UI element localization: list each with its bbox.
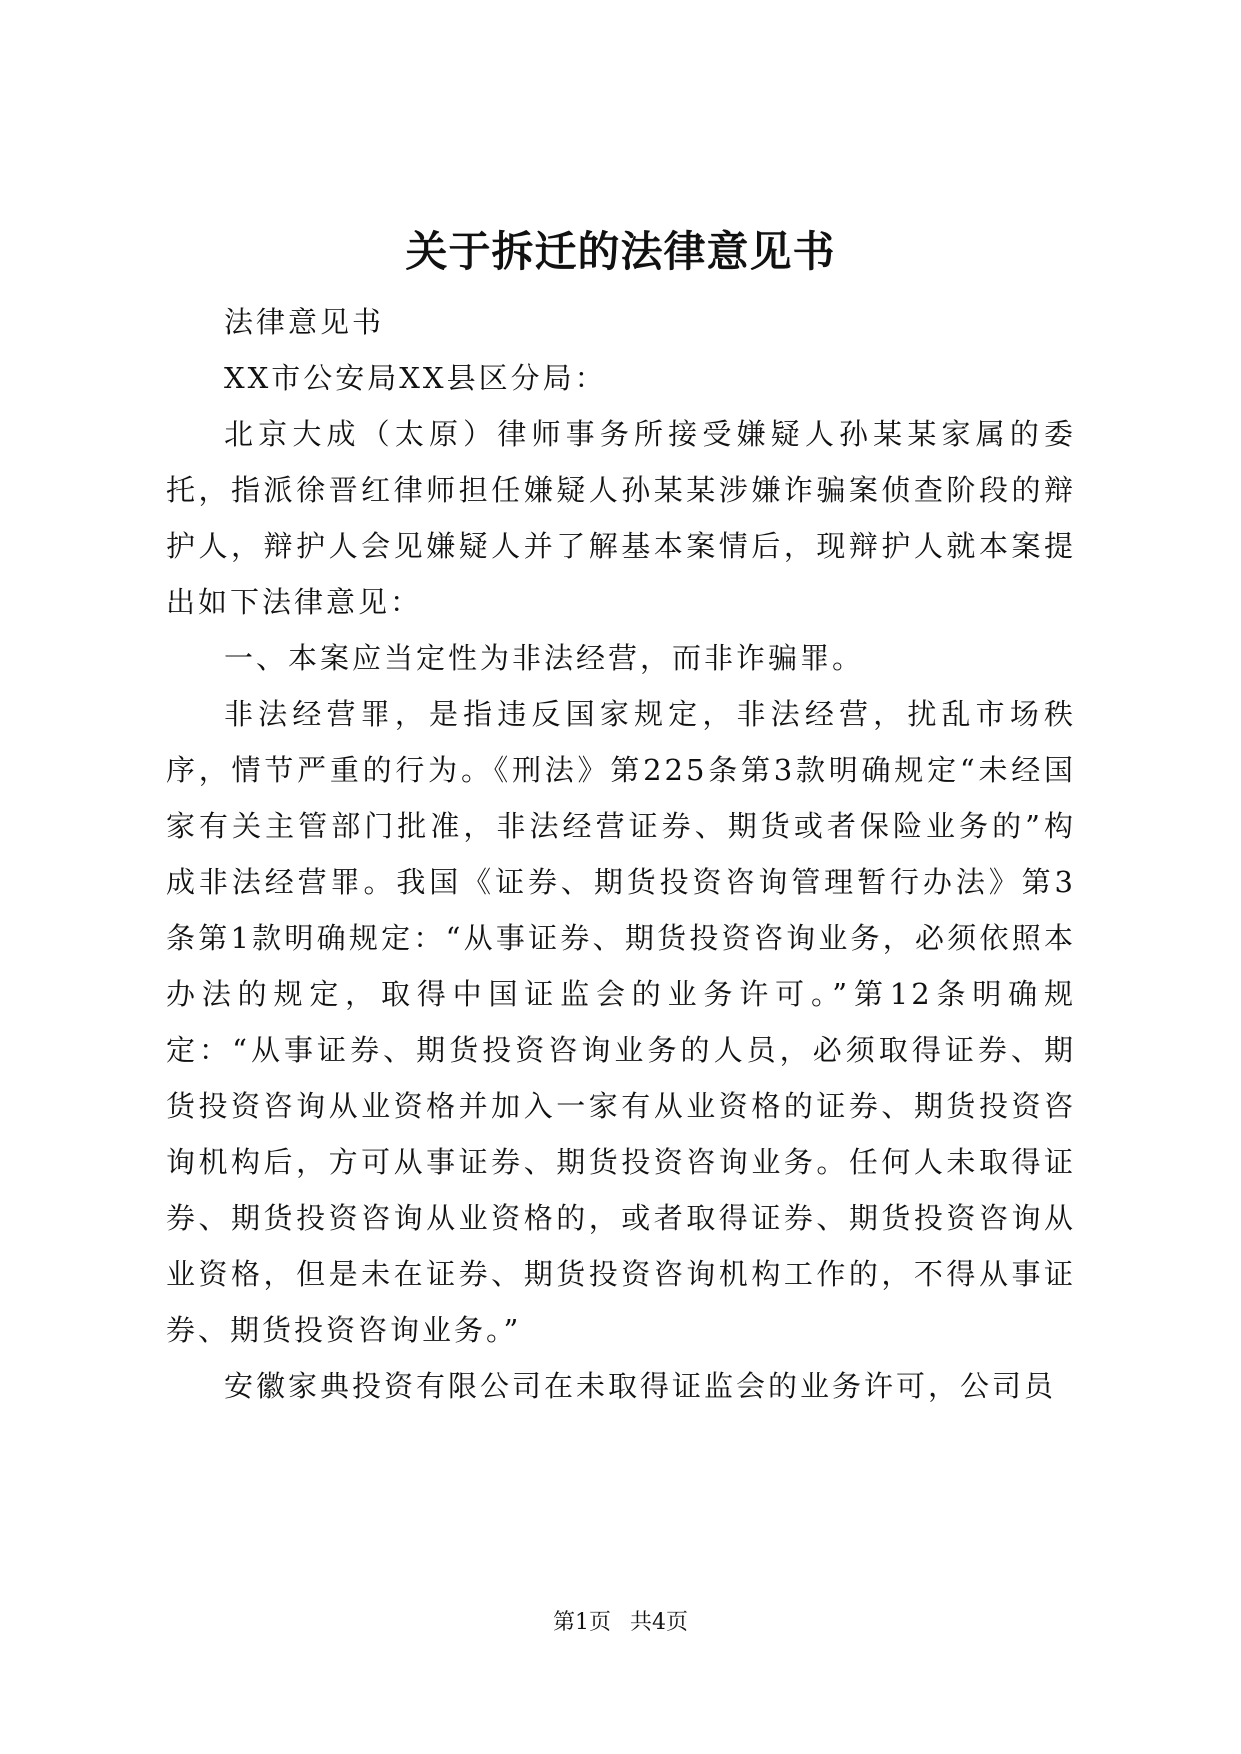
paragraph-legal-basis: 非法经营罪，是指违反国家规定，非法经营，扰乱市场秩序，情节严重的行为。《刑法》第225条第3款明确规定“未经国家有关主管部门批准，非法经营证券、期货或者保险业务的”构成非法经营罪。我国《证券、期货投资咨询管理暂行办法》第3条第1款明确规定：“从事证券、期货投资咨询业务，必须依照本办法的规定，取得中国证监会的业务许可。”第12条明确规定：“从事证券、期货投资咨询业务的人员，必须取得证券、期货投资咨询从业资格并加入一家有从业资格的证券、期货投资咨询机构后，方可从事证券、期货投资咨询业务。任何人未取得证券、期货投资咨询从业资格的，或者取得证券、期货投资咨询从业资格，但是未在证券、期货投资咨询机构工作的，不得从事证券、期货投资咨询业务。” (166, 697, 1076, 1347)
paragraph-heading: 法律意见书 (224, 305, 385, 339)
page-total: 共4页 (630, 1610, 688, 1635)
paragraph-addressee: XX市公安局XX县区分局： (224, 361, 607, 395)
paragraph-company: 安徽家典投资有限公司在未取得证监会的业务许可，公司员 (224, 1369, 1057, 1403)
paragraph-point-one: 一、本案应当定性为非法经营，而非诈骗罪。 (224, 641, 865, 675)
page-footer (0, 1608, 1241, 1638)
document-title: 关于拆迁的法律意见书 (405, 227, 836, 276)
document-body (166, 294, 1076, 1414)
paragraph-intro: 北京大成（太原）律师事务所接受嫌疑人孙某某家属的委托，指派徐晋红律师担任嫌疑人孙某某涉嫌诈骗案侦查阶段的辩护人，辩护人会见嫌疑人并了解基本案情后，现辩护人就本案提出如下法律意见： (166, 417, 1076, 619)
page-number: 第1页 (553, 1610, 611, 1635)
